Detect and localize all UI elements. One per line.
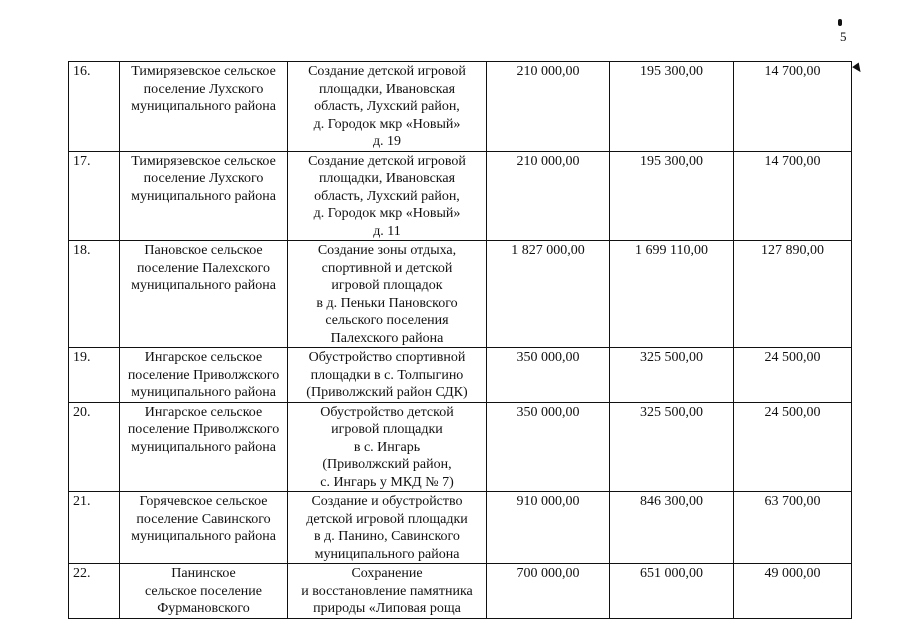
local-amount: 14 700,00 (734, 151, 852, 241)
project-description: Обустройство спортивной площадки в с. Толпыгино (Приволжский район СДК) (288, 348, 487, 403)
row-number: 19. (69, 348, 120, 403)
settlement-name: Пановское сельское поселение Палехского муниципального района (120, 241, 288, 348)
ink-mark-edge (852, 63, 864, 75)
settlement-name: Ингарское сельское поселение Приволжского муниципального района (120, 348, 288, 403)
table-row (69, 564, 852, 619)
regional-amount: 846 300,00 (610, 492, 734, 564)
table-row (69, 348, 852, 403)
row-number: 18. (69, 241, 120, 348)
local-amount: 127 890,00 (734, 241, 852, 348)
budget-table (68, 61, 852, 619)
row-number: 20. (69, 402, 120, 492)
project-description: Создание и обустройство детской игровой площадки в д. Панино, Савинского муниципального района (288, 492, 487, 564)
table-row (69, 151, 852, 241)
project-description: Создание детской игровой площадки, Ивановская область, Лухский район, д. Городок мкр «Новый» д. 19 (288, 62, 487, 152)
total-amount: 350 000,00 (487, 402, 610, 492)
regional-amount: 1 699 110,00 (610, 241, 734, 348)
regional-amount: 195 300,00 (610, 62, 734, 152)
total-amount: 910 000,00 (487, 492, 610, 564)
regional-amount: 325 500,00 (610, 402, 734, 492)
table-row (69, 62, 852, 152)
table-row (69, 402, 852, 492)
settlement-name: Тимирязевское сельское поселение Лухского муниципального района (120, 62, 288, 152)
regional-amount: 651 000,00 (610, 564, 734, 619)
row-number: 16. (69, 62, 120, 152)
local-amount: 24 500,00 (734, 348, 852, 403)
table-row (69, 241, 852, 348)
settlement-name: Горячевское сельское поселение Савинского муниципального района (120, 492, 288, 564)
regional-amount: 195 300,00 (610, 151, 734, 241)
row-number: 22. (69, 564, 120, 619)
total-amount: 350 000,00 (487, 348, 610, 403)
project-description: Обустройство детской игровой площадки в с. Ингарь (Приволжский район, с. Ингарь у МКД № 7) (288, 402, 487, 492)
settlement-name: Тимирязевское сельское поселение Лухского муниципального района (120, 151, 288, 241)
total-amount: 1 827 000,00 (487, 241, 610, 348)
regional-amount: 325 500,00 (610, 348, 734, 403)
project-description: Создание зоны отдыха, спортивной и детской игровой площадок в д. Пеньки Пановского сельского поселения Палехского района (288, 241, 487, 348)
total-amount: 210 000,00 (487, 62, 610, 152)
total-amount: 210 000,00 (487, 151, 610, 241)
project-description: Создание детской игровой площадки, Ивановская область, Лухский район, д. Городок мкр «Новый» д. 11 (288, 151, 487, 241)
row-number: 17. (69, 151, 120, 241)
table-row (69, 492, 852, 564)
row-number: 21. (69, 492, 120, 564)
settlement-name: Ингарское сельское поселение Приволжского муниципального района (120, 402, 288, 492)
local-amount: 49 000,00 (734, 564, 852, 619)
local-amount: 14 700,00 (734, 62, 852, 152)
settlement-name: Панинское сельское поселение Фурмановского (120, 564, 288, 619)
total-amount: 700 000,00 (487, 564, 610, 619)
local-amount: 63 700,00 (734, 492, 852, 564)
ink-mark (838, 19, 842, 26)
project-description: Сохранение и восстановление памятника природы «Липовая роща (288, 564, 487, 619)
page-number: 5 (840, 29, 847, 44)
local-amount: 24 500,00 (734, 402, 852, 492)
